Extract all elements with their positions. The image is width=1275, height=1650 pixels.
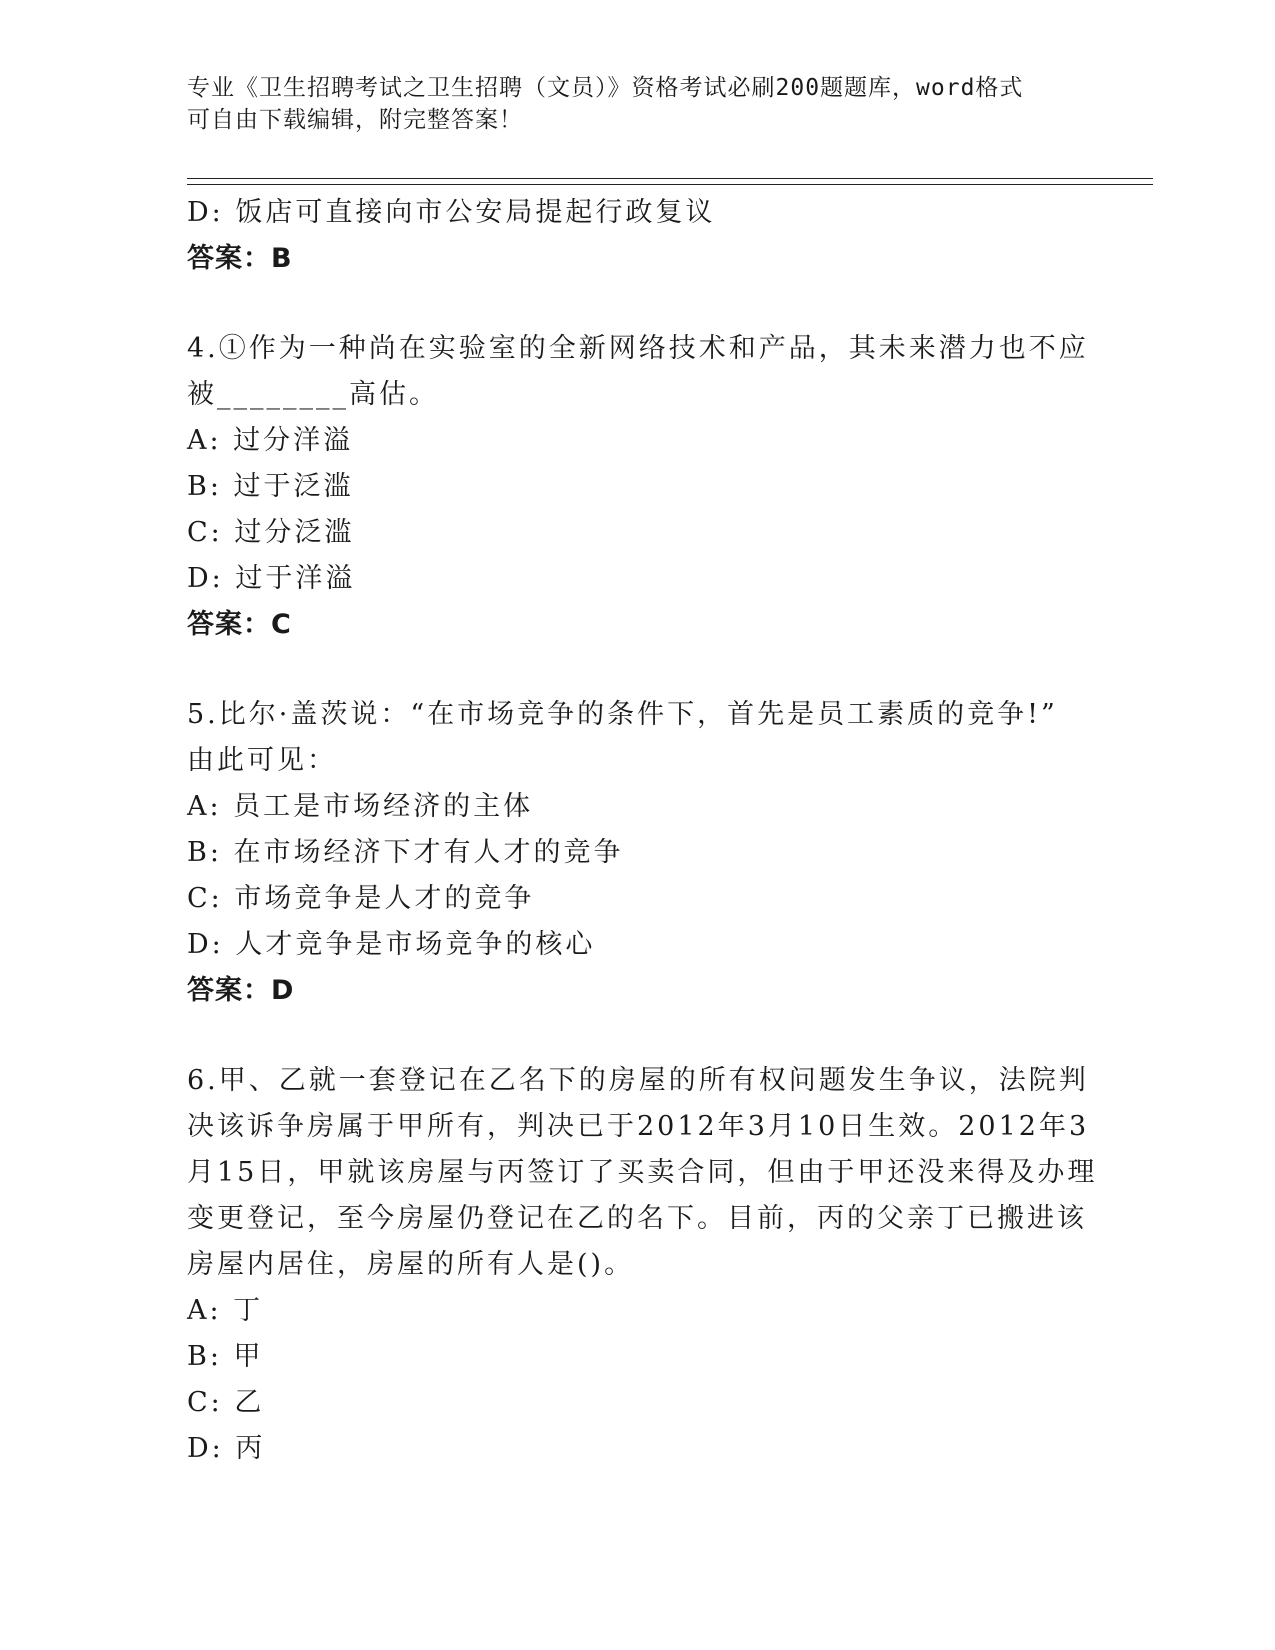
option-a: A: 丁 bbox=[187, 1295, 264, 1326]
question-4 bbox=[187, 326, 1089, 648]
question-stem-line: 房屋内居住，房屋的所有人是()。 bbox=[187, 1249, 635, 1280]
option-d: D: 饭店可直接向市公安局提起行政复议 bbox=[187, 197, 716, 228]
option-d: D: 人才竞争是市场竞争的核心 bbox=[187, 929, 596, 960]
option-c: C: 乙 bbox=[187, 1387, 265, 1418]
document-header bbox=[187, 72, 1067, 136]
answer: 答案：C bbox=[187, 609, 292, 640]
header-line-2: 可自由下载编辑，附完整答案！ bbox=[187, 107, 523, 133]
question-5 bbox=[187, 692, 1067, 1014]
question-stem-line: 由此可见： bbox=[187, 745, 337, 776]
option-a: A: 员工是市场经济的主体 bbox=[187, 791, 534, 822]
question-stem-line: 4.①作为一种尚在实验室的全新网络技术和产品，其未来潜力也不应 bbox=[187, 333, 1089, 364]
header-divider-top bbox=[187, 178, 1153, 179]
question-stem-line: 变更登记，至今房屋仍登记在乙的名下。目前，丙的父亲丁已搬进该 bbox=[187, 1203, 1087, 1234]
option-a: A: 过分洋溢 bbox=[187, 425, 354, 456]
option-c: C: 过分泛滥 bbox=[187, 517, 355, 548]
option-d: D: 过于洋溢 bbox=[187, 563, 356, 594]
header-divider-bottom bbox=[187, 184, 1153, 185]
option-b: B: 过于泛滥 bbox=[187, 471, 354, 502]
question-stem-line: 决该诉争房属于甲所有，判决已于2012年3月10日生效。2012年3 bbox=[187, 1111, 1090, 1142]
question-stem-line: 月15日，甲就该房屋与丙签订了买卖合同，但由于甲还没来得及办理 bbox=[187, 1157, 1098, 1188]
question-stem-line: 被________高估。 bbox=[187, 379, 439, 410]
question-list bbox=[187, 190, 1098, 1472]
answer: 答案：B bbox=[187, 243, 293, 274]
option-b: B: 在市场经济下才有人才的竞争 bbox=[187, 837, 624, 868]
question-stem-line: 5.比尔·盖茨说：“在市场竞争的条件下，首先是员工素质的竞争!” bbox=[187, 699, 1058, 730]
answer: 答案：D bbox=[187, 975, 295, 1006]
option-c: C: 市场竞争是人才的竞争 bbox=[187, 883, 535, 914]
question-6 bbox=[187, 1058, 1098, 1472]
header-line-1: 专业《卫生招聘考试之卫生招聘（文员）》资格考试必刷200题题库，word格式 bbox=[187, 75, 1024, 101]
question-stem-line: 6.甲、乙就一套登记在乙名下的房屋的所有权问题发生争议，法院判 bbox=[187, 1065, 1089, 1096]
option-d: D: 丙 bbox=[187, 1433, 266, 1464]
question-3 bbox=[187, 190, 1067, 282]
option-b: B: 甲 bbox=[187, 1341, 264, 1372]
